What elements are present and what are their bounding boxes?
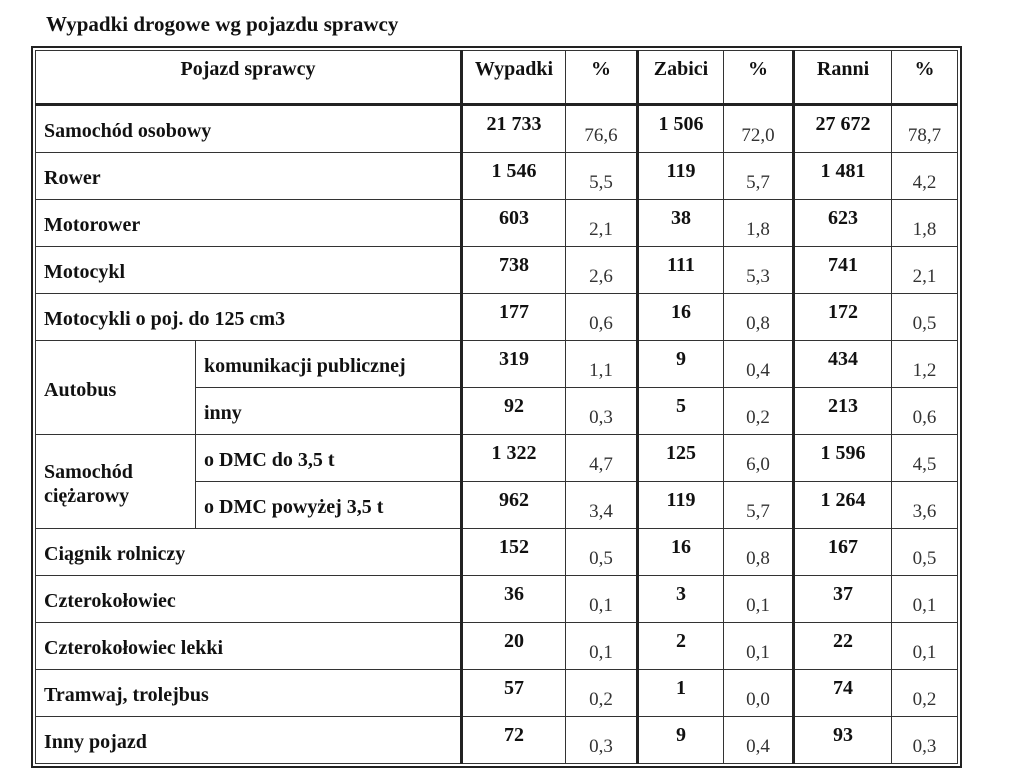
cell-accidents-pct: 4,7	[566, 435, 638, 482]
header-injured: Ranni	[794, 51, 892, 105]
table-row	[36, 529, 958, 576]
table-body	[36, 105, 958, 764]
accidents-table-frame	[31, 46, 962, 768]
cell-injured: 1 596	[794, 435, 892, 482]
cell-injured-pct: 0,5	[892, 294, 958, 341]
cell-accidents-pct: 3,4	[566, 482, 638, 529]
cell-killed-pct: 0,1	[724, 576, 794, 623]
cell-killed-pct: 72,0	[724, 105, 794, 153]
row-label: Ciągnik rolniczy	[36, 529, 462, 576]
cell-injured: 93	[794, 717, 892, 764]
cell-accidents-pct: 0,1	[566, 623, 638, 670]
cell-injured-pct: 4,5	[892, 435, 958, 482]
cell-injured-pct: 2,1	[892, 247, 958, 294]
cell-killed: 125	[638, 435, 724, 482]
header-killed-pct: %	[724, 51, 794, 105]
cell-accidents-pct: 0,3	[566, 388, 638, 435]
row-group-label-line: ciężarowy	[44, 484, 130, 507]
cell-killed-pct: 0,0	[724, 670, 794, 717]
row-label: Motorower	[36, 200, 462, 247]
cell-killed-pct: 0,4	[724, 717, 794, 764]
cell-accidents-pct: 2,6	[566, 247, 638, 294]
cell-killed: 119	[638, 482, 724, 529]
table-row	[36, 153, 958, 200]
table-row	[36, 576, 958, 623]
cell-accidents: 962	[462, 482, 566, 529]
row-group-label: Autobus	[36, 341, 196, 435]
table-row	[36, 105, 958, 153]
row-sub-label: o DMC powyżej 3,5 t	[196, 482, 462, 529]
cell-accidents-pct: 0,5	[566, 529, 638, 576]
cell-injured: 623	[794, 200, 892, 247]
cell-accidents-pct: 2,1	[566, 200, 638, 247]
header-accidents: Wypadki	[462, 51, 566, 105]
table-row	[36, 435, 958, 482]
cell-accidents: 72	[462, 717, 566, 764]
cell-accidents: 20	[462, 623, 566, 670]
cell-injured: 1 481	[794, 153, 892, 200]
cell-injured: 213	[794, 388, 892, 435]
cell-injured-pct: 78,7	[892, 105, 958, 153]
cell-killed-pct: 0,4	[724, 341, 794, 388]
cell-accidents: 152	[462, 529, 566, 576]
cell-accidents: 57	[462, 670, 566, 717]
cell-accidents: 92	[462, 388, 566, 435]
cell-accidents: 738	[462, 247, 566, 294]
cell-killed-pct: 1,8	[724, 200, 794, 247]
cell-killed-pct: 5,7	[724, 482, 794, 529]
table-row	[36, 247, 958, 294]
cell-injured: 172	[794, 294, 892, 341]
cell-killed: 3	[638, 576, 724, 623]
cell-accidents: 177	[462, 294, 566, 341]
header-vehicle: Pojazd sprawcy	[36, 51, 462, 105]
cell-killed: 2	[638, 623, 724, 670]
row-label: Motocykli o poj. do 125 cm3	[36, 294, 462, 341]
cell-killed-pct: 0,1	[724, 623, 794, 670]
cell-accidents-pct: 1,1	[566, 341, 638, 388]
row-label: Samochód osobowy	[36, 105, 462, 153]
cell-accidents-pct: 0,3	[566, 717, 638, 764]
row-sub-label: komunikacji publicznej	[196, 341, 462, 388]
header-injured-pct: %	[892, 51, 958, 105]
cell-killed: 119	[638, 153, 724, 200]
cell-injured: 1 264	[794, 482, 892, 529]
cell-killed: 1	[638, 670, 724, 717]
table-row	[36, 341, 958, 388]
cell-accidents: 1 322	[462, 435, 566, 482]
cell-injured: 27 672	[794, 105, 892, 153]
header-row	[36, 51, 958, 105]
page-title: Wypadki drogowe wg pojazdu sprawcy	[46, 12, 399, 36]
cell-injured: 741	[794, 247, 892, 294]
row-sub-label: o DMC do 3,5 t	[196, 435, 462, 482]
cell-injured-pct: 3,6	[892, 482, 958, 529]
cell-killed: 1 506	[638, 105, 724, 153]
cell-accidents-pct: 76,6	[566, 105, 638, 153]
cell-injured-pct: 0,2	[892, 670, 958, 717]
table-row	[36, 670, 958, 717]
cell-injured: 434	[794, 341, 892, 388]
cell-injured: 22	[794, 623, 892, 670]
row-label: Rower	[36, 153, 462, 200]
row-sub-label: inny	[196, 388, 462, 435]
row-group-label	[36, 435, 196, 529]
cell-killed: 111	[638, 247, 724, 294]
cell-injured-pct: 1,2	[892, 341, 958, 388]
cell-killed-pct: 0,2	[724, 388, 794, 435]
row-label: Tramwaj, trolejbus	[36, 670, 462, 717]
cell-injured-pct: 0,6	[892, 388, 958, 435]
cell-accidents: 319	[462, 341, 566, 388]
accidents-table	[35, 50, 958, 764]
cell-accidents: 1 546	[462, 153, 566, 200]
cell-accidents-pct: 0,6	[566, 294, 638, 341]
cell-injured: 74	[794, 670, 892, 717]
row-label: Czterokołowiec lekki	[36, 623, 462, 670]
table-row	[36, 294, 958, 341]
cell-killed: 16	[638, 529, 724, 576]
cell-accidents: 21 733	[462, 105, 566, 153]
cell-killed-pct: 6,0	[724, 435, 794, 482]
cell-injured-pct: 4,2	[892, 153, 958, 200]
cell-injured-pct: 0,1	[892, 576, 958, 623]
cell-killed: 38	[638, 200, 724, 247]
cell-injured: 167	[794, 529, 892, 576]
cell-accidents-pct: 5,5	[566, 153, 638, 200]
cell-injured-pct: 0,1	[892, 623, 958, 670]
cell-killed-pct: 0,8	[724, 529, 794, 576]
header-killed: Zabici	[638, 51, 724, 105]
cell-killed-pct: 5,7	[724, 153, 794, 200]
cell-accidents-pct: 0,1	[566, 576, 638, 623]
cell-accidents-pct: 0,2	[566, 670, 638, 717]
cell-killed-pct: 0,8	[724, 294, 794, 341]
header-accidents-pct: %	[566, 51, 638, 105]
cell-killed: 9	[638, 717, 724, 764]
row-label: Inny pojazd	[36, 717, 462, 764]
row-label: Motocykl	[36, 247, 462, 294]
cell-injured-pct: 0,3	[892, 717, 958, 764]
row-group-label-line: Samochód	[44, 460, 133, 483]
cell-injured-pct: 1,8	[892, 200, 958, 247]
cell-injured: 37	[794, 576, 892, 623]
table-row	[36, 200, 958, 247]
cell-killed: 16	[638, 294, 724, 341]
cell-accidents: 36	[462, 576, 566, 623]
cell-injured-pct: 0,5	[892, 529, 958, 576]
cell-killed: 9	[638, 341, 724, 388]
cell-killed-pct: 5,3	[724, 247, 794, 294]
cell-accidents: 603	[462, 200, 566, 247]
row-label: Czterokołowiec	[36, 576, 462, 623]
table-row	[36, 717, 958, 764]
table-row	[36, 623, 958, 670]
cell-killed: 5	[638, 388, 724, 435]
